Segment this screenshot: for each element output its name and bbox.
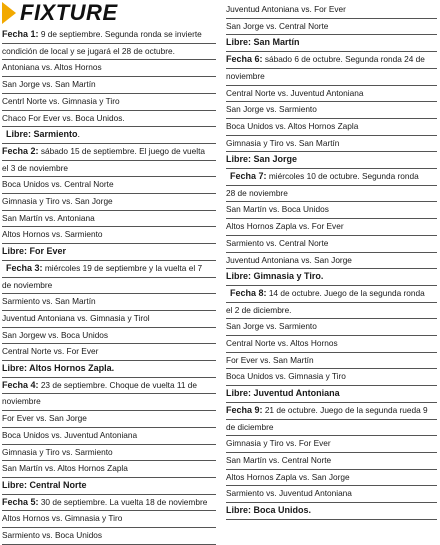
fecha-label: Fecha 1:	[2, 29, 39, 39]
fecha-date-text: miércoles 19 de septiembre y la vuelta el 7	[42, 262, 203, 273]
match-line: San Martín vs. Antoniana	[2, 211, 216, 228]
fixture-header	[0, 0, 118, 26]
fecha-label: Fecha 2:	[2, 145, 39, 156]
fecha-date-text: sábado 15 de septiembre. El juego de vuelta	[38, 145, 206, 156]
libre-label: Libre: For Ever	[2, 246, 67, 257]
fecha-date-text: 14 de octubre. Juego de la segunda ronda	[266, 287, 425, 298]
match-line: Central Norte vs. Juventud Antoniana	[226, 86, 437, 103]
match-line: Sarmiento vs. Central Norte	[226, 236, 437, 253]
libre-label: Libre: Central Norte	[2, 479, 87, 490]
fecha-heading	[226, 52, 437, 69]
libre-team	[226, 35, 437, 52]
match-line: San Martín vs. Altos Hornos Zapla	[2, 461, 216, 478]
libre-label: Libre: Altos Hornos Zapla.	[2, 363, 115, 374]
libre-label: Libre: San Jorge	[226, 154, 298, 165]
match-line: Central Norte vs. For Ever	[2, 344, 216, 361]
match-line: Chaco For Ever vs. Boca Unidos.	[2, 111, 216, 128]
libre-team	[2, 478, 216, 495]
match-line: Altos Hornos Zapla vs. For Ever	[226, 219, 437, 236]
libre-label: Libre: Sarmiento	[6, 129, 78, 140]
match-line: condición de local y se jugará el 28 de octubre.	[2, 44, 216, 61]
match-line: San Jorge vs. Sarmiento	[226, 319, 437, 336]
match-line: For Ever vs. San Jorge	[2, 411, 216, 428]
arrow-icon	[2, 2, 16, 24]
fecha-heading	[2, 144, 216, 161]
match-line: Boca Unidos vs. Altos Hornos Zapla	[226, 119, 437, 136]
libre-suffix: .	[77, 129, 81, 140]
match-line: noviembre	[2, 394, 216, 411]
libre-team	[226, 269, 437, 286]
match-line: Gimnasia y Tiro vs. San Martín	[226, 136, 437, 153]
libre-label: Libre: Juventud Antoniana	[226, 388, 340, 399]
fecha-date-text: miércoles 10 de octubre. Segunda ronda	[266, 171, 419, 182]
libre-team	[226, 503, 437, 520]
match-line: Boca Unidos vs. Juventud Antoniana	[2, 428, 216, 445]
libre-team	[2, 361, 216, 378]
match-line: 28 de noviembre	[226, 186, 437, 203]
match-line: noviembre	[226, 69, 437, 86]
match-line: Sarmiento vs. San Martín	[2, 294, 216, 311]
match-line: Gimnasia y Tiro vs. Sarmiento	[2, 445, 216, 462]
fixture-column-right	[226, 2, 437, 520]
fecha-label: Fecha 4:	[2, 379, 39, 390]
match-line: For Ever vs. San Martín	[226, 353, 437, 370]
match-line: Antoniana vs. Altos Hornos	[2, 60, 216, 77]
libre-label: Libre: Boca Unidos.	[226, 505, 312, 516]
fecha-date-text: sábado 6 de octubre. Segunda ronda 24 de	[262, 54, 425, 65]
match-line: Altos Hornos vs. Sarmiento	[2, 227, 216, 244]
match-line: Boca Unidos vs. Gimnasia y Tiro	[226, 369, 437, 386]
match-line: Sarmiento vs. Juventud Antoniana	[226, 486, 437, 503]
libre-team	[226, 386, 437, 403]
libre-label: Libre: Gimnasia y Tiro.	[226, 271, 324, 282]
fecha-heading	[2, 27, 216, 44]
libre-team	[2, 127, 216, 144]
match-line: Juventud Antoniana vs. Gimnasia y Tirol	[2, 311, 216, 328]
fecha-heading	[2, 495, 216, 512]
match-line: Juventud Antoniana vs. For Ever	[226, 2, 437, 19]
libre-label: Libre: San Martín	[226, 37, 300, 48]
libre-team	[226, 152, 437, 169]
match-line: Altos Hornos vs. Gimnasia y Tiro	[2, 511, 216, 528]
libre-team	[2, 244, 216, 261]
fixture-column-left	[2, 27, 216, 545]
match-line: Altos Hornos Zapla vs. San Jorge	[226, 470, 437, 487]
match-line: San Jorge vs. Central Norte	[226, 19, 437, 36]
match-line: Gimnasia y Tiro vs. For Ever	[226, 436, 437, 453]
match-line: San Martín vs. Boca Unidos	[226, 202, 437, 219]
fecha-heading	[2, 378, 216, 395]
match-line: Boca Unidos vs. Central Norte	[2, 177, 216, 194]
fecha-heading	[226, 169, 437, 186]
match-line: de noviembre	[2, 278, 216, 295]
match-line: Juventud Antoniana vs. San Jorge	[226, 253, 437, 270]
fecha-label: Fecha 9:	[226, 404, 263, 415]
match-line: el 2 de diciembre.	[226, 303, 437, 320]
fecha-heading	[2, 261, 216, 278]
match-line: San Jorge vs. Sarmiento	[226, 102, 437, 119]
match-line: San Jorgew vs. Boca Unidos	[2, 328, 216, 345]
fecha-label: Fecha 8:	[230, 287, 267, 298]
match-line: San Jorge vs. San Martín	[2, 77, 216, 94]
fecha-heading	[226, 403, 437, 420]
fecha-label: Fecha 3:	[6, 262, 43, 273]
match-line: Central Norte vs. Altos Hornos	[226, 336, 437, 353]
fecha-date-text: 30 de septiembre. La vuelta 18 de noviembre	[38, 496, 208, 507]
fecha-heading	[226, 286, 437, 303]
fecha-label: Fecha 5:	[2, 496, 39, 507]
fecha-date-text: 21 de octubre. Juego de la segunda rueda 9	[262, 404, 428, 415]
match-line: Gimnasia y Tiro vs. San Jorge	[2, 194, 216, 211]
page-title: FIXTURE	[20, 0, 118, 25]
fecha-date-text: 9 de septiembre. Segunda ronda se invierte	[38, 29, 202, 39]
match-line: el 3 de noviembre	[2, 161, 216, 178]
match-line: Sarmiento vs. Boca Unidos	[2, 528, 216, 545]
match-line: de diciembre	[226, 420, 437, 437]
match-line: Centrl Norte vs. Gimnasia y Tiro	[2, 94, 216, 111]
fecha-label: Fecha 6:	[226, 54, 263, 65]
fecha-date-text: 23 de septiembre. Choque de vuelta 11 de	[38, 379, 198, 390]
fecha-label: Fecha 7:	[230, 171, 267, 182]
match-line: San Martín vs. Central Norte	[226, 453, 437, 470]
